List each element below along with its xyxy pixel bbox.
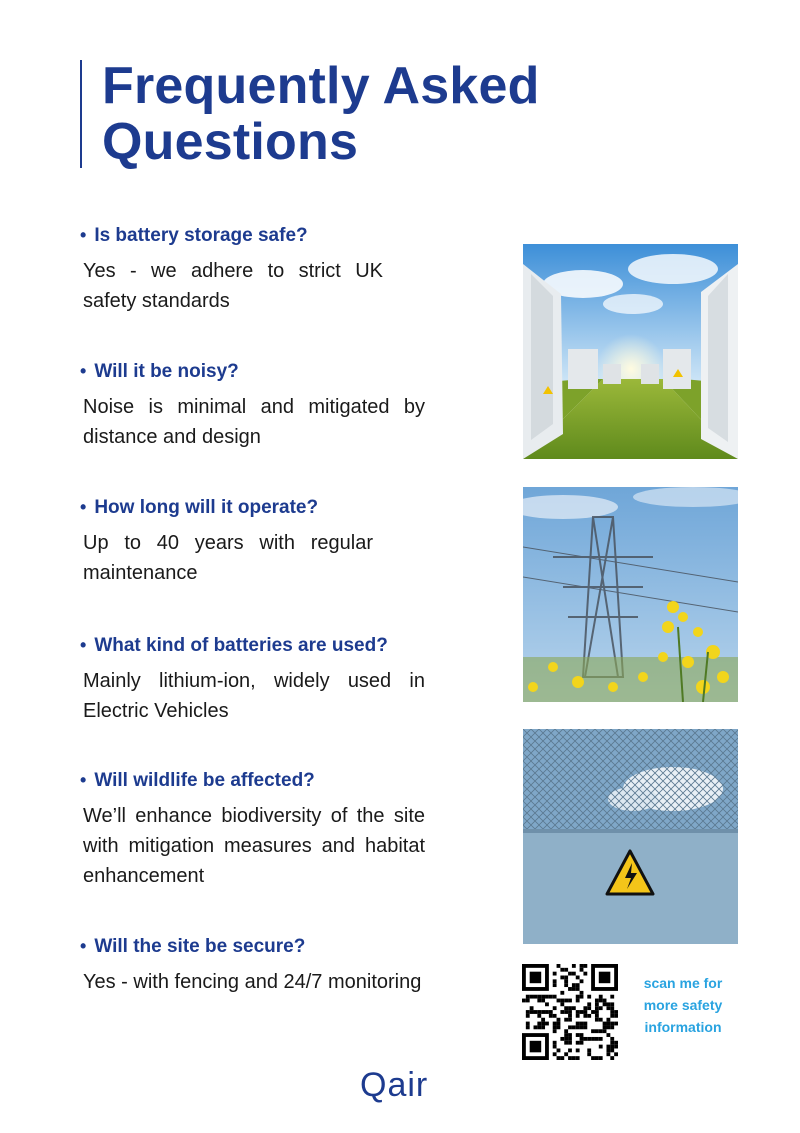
faq-answer: Yes - with fencing and 24/7 monitoring xyxy=(83,971,422,993)
fence-warning-photo xyxy=(523,729,738,944)
bullet-icon: • xyxy=(80,497,87,517)
bullet-icon: • xyxy=(80,635,87,655)
bullet-icon: • xyxy=(80,225,87,245)
page-title xyxy=(102,58,540,170)
faq-question: How long will it operate? xyxy=(94,497,319,518)
title-line-1: Frequently Asked xyxy=(102,57,540,115)
faq-answer: We’ll enhance biodiversity of the site with mitigation measures and habitat enhancement xyxy=(83,805,425,887)
faq-question: Will the site be secure? xyxy=(94,936,306,957)
faq-item xyxy=(80,768,425,891)
bullet-icon: • xyxy=(80,936,87,956)
qr-code[interactable] xyxy=(522,964,618,1060)
qr-caption xyxy=(628,972,738,1038)
faq-answer: Mainly lithium-ion, widely used in Electric Vehicles xyxy=(83,670,425,722)
faq-item xyxy=(80,223,425,316)
faq-item xyxy=(80,359,425,452)
qr-caption-line: information xyxy=(644,1019,722,1035)
faq-answer: Yes - we adhere to strict UK safety standards xyxy=(83,260,383,312)
faq-item xyxy=(80,495,425,588)
bullet-icon: • xyxy=(80,361,87,381)
faq-item xyxy=(80,633,425,726)
battery-storage-photo xyxy=(523,244,738,459)
title-line-2: Questions xyxy=(102,113,359,171)
faq-answer: Noise is minimal and mitigated by distance and design xyxy=(83,396,425,448)
pylon-flowers-photo xyxy=(523,487,738,702)
qr-caption-line: more safety xyxy=(643,997,723,1013)
faq-item xyxy=(80,934,425,997)
faq-question: Will it be noisy? xyxy=(94,361,239,382)
qair-logo: Qair xyxy=(360,1066,429,1104)
bullet-icon: • xyxy=(80,770,87,790)
faq-question: Is battery storage safe? xyxy=(94,225,308,246)
faq-question: Will wildlife be affected? xyxy=(94,770,315,791)
faq-answer: Up to 40 years with regular maintenance xyxy=(83,532,373,584)
faq-question: What kind of batteries are used? xyxy=(94,635,388,656)
title-accent-rule xyxy=(80,60,82,168)
qr-caption-line: scan me for xyxy=(643,975,723,991)
